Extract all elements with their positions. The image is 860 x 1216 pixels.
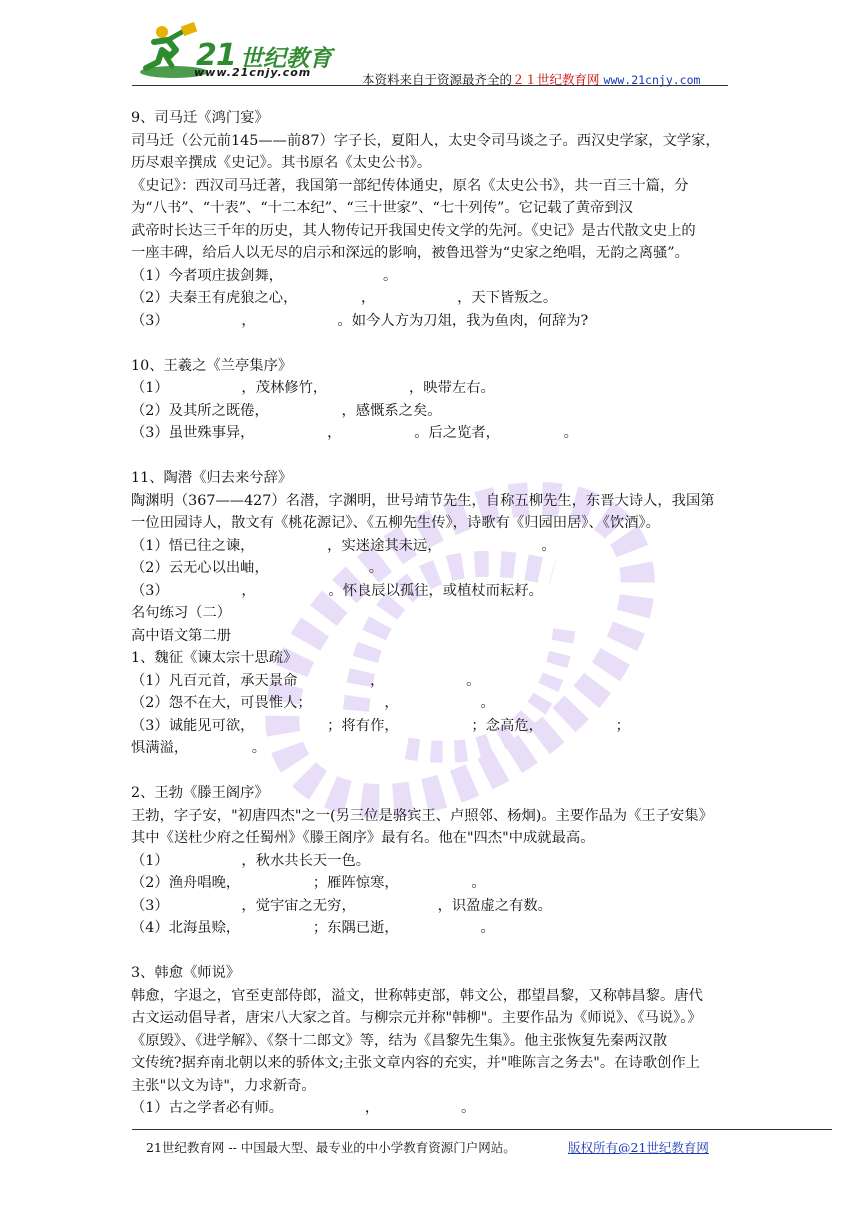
text-line: （1） ，秋水共长天一色。 <box>131 852 371 869</box>
text-line: 2、王勃《滕王阁序》 <box>131 785 269 801</box>
blank-line <box>131 445 731 468</box>
text-line: （1）凡百元首，承天景命 ， 。 <box>131 672 481 689</box>
document-body <box>131 107 731 1120</box>
text-line: 3、韩愈《师说》 <box>131 965 241 981</box>
footer-site-description: 21世纪教育网 -- 中国最大型、最专业的中小学教育资源门户网站。 <box>146 1140 516 1155</box>
text-line: 《原毁》、《进学解》、《祭十二郎文》等，结为《昌黎先生集》。他主张恢复先秦两汉散 <box>131 1032 668 1049</box>
logo-url: www.21cnjy.com <box>194 66 312 79</box>
text-line: 陶渊明（367——427）名潜，字渊明，世号靖节先生，自称五柳先生，东晋大诗人，我国第 <box>131 492 715 509</box>
blank-line <box>131 760 731 783</box>
text-line: （3） ，觉宇宙之无穷， ，识盈虚之有数。 <box>131 897 552 914</box>
text-line: （1）悟已往之谏， ，实迷途其未远， 。 <box>131 537 556 554</box>
blank-line <box>131 940 731 963</box>
text-line: （3） ， 。怀良辰以孤往，或植杖而耘耔。 <box>131 582 543 599</box>
logo-number: 21 <box>196 38 236 73</box>
header-divider <box>132 85 728 86</box>
text-line: 历尽艰辛撰成《史记》。其书原名《太史公书》。 <box>131 155 432 171</box>
text-line: 一座丰碑，给后人以无尽的启示和深远的影响，被鲁迅誉为“史家之绝唱，无韵之离骚”。 <box>131 245 689 261</box>
text-line: 10、王羲之《兰亭集序》 <box>131 357 293 374</box>
text-line: 9、司马迁《鸿门宴》 <box>131 110 269 126</box>
text-line: （2）渔舟唱晚， ；雁阵惊寒， 。 <box>131 875 486 891</box>
text-line: （2）及其所之既倦， ，感慨系之矣。 <box>131 402 442 419</box>
text-line: 惧满溢， 。 <box>131 740 267 756</box>
text-line: （3）虽世殊事异， ， 。后之览者， 。 <box>131 425 578 441</box>
text-line: 为“八书”、“十表”、“十二本纪”、“三十世家”、“七十列传”。它记载了黄帝到汉 <box>131 200 633 216</box>
text-line: （2）夫秦王有虎狼之心， ， ，天下皆叛之。 <box>131 290 558 306</box>
text-line: 《史记》：西汉司马迁著，我国第一部纪传体通史，原名《太史公书》，共一百三十篇，分 <box>131 177 689 194</box>
text-line: 司马迁（公元前145——前87）字子长，夏阳人，太史令司马谈之子。西汉史学家，文学家， <box>131 132 720 149</box>
text-line: （2）云无心以出岫， 。 <box>131 560 384 576</box>
text-line: （1）今者项庄拔剑舞， 。 <box>131 267 398 284</box>
text-line: 一位田园诗人，散文有《桃花源记》、《五柳先生传》，诗歌有《归园田居》、《饮酒》。 <box>131 515 660 531</box>
text-line: 主张"以文为诗"，力求新奇。 <box>131 1077 316 1094</box>
text-line: （3）诚能见可欲， ；将有作， ；念高危， ； <box>131 717 630 734</box>
blank-line <box>131 332 731 355</box>
text-line: 名句练习（二） <box>131 605 232 621</box>
header-note-prefix: 本资料来自于资源最齐全的 <box>362 72 513 87</box>
text-line: （1）古之学者必有师。 ， 。 <box>131 1100 476 1116</box>
text-line: （4）北海虽赊， ；东隅已逝， 。 <box>131 920 495 936</box>
footer-copyright-link[interactable]: 版权所有@21世纪教育网 <box>568 1140 709 1155</box>
text-line: 王勃，字子安，"初唐四杰"之一(另三位是骆宾王、卢照邻、杨炯)。主要作品为《王子安集》 <box>131 807 713 824</box>
text-line: 古文运动倡导者，唐宋八大家之首。与柳宗元并称"韩柳"。主要作品为《师说》、《马说》。》 <box>131 1010 702 1026</box>
text-line: 韩愈，字退之，官至吏部侍郎，溢文，世称韩吏部，韩文公，郡望昌黎，又称韩昌黎。唐代 <box>131 987 703 1004</box>
text-line: 武帝时长达三千年的历史，其人物传记开我国史传文学的先河。《史记》是古代散文史上的 <box>131 222 696 239</box>
header-url-link[interactable]: www.21cnjy.com <box>603 73 701 87</box>
text-line: （2）怨不在大，可畏惟人； ， 。 <box>131 695 495 711</box>
text-line: 11、陶潜《归去来兮辞》 <box>131 470 293 486</box>
logo-text: 世纪教育 <box>240 46 332 72</box>
header-brand-link[interactable]: ２１世纪教育网 <box>512 72 600 87</box>
text-line: 高中语文第二册 <box>131 627 232 644</box>
text-line: 1、魏征《谏太宗十思疏》 <box>131 650 298 666</box>
footer-divider <box>132 1129 832 1130</box>
text-line: （3） ， 。如今人方为刀俎，我为鱼肉，何辞为? <box>131 312 589 329</box>
text-line: 文传统?据弃南北朝以来的骄体文;主张文章内容的充实，并"唯陈言之务去"。在诗歌创作上 <box>131 1055 700 1071</box>
text-line: （1） ，茂林修竹， ，映带左右。 <box>131 380 495 396</box>
text-line: 其中《送杜少府之任蜀州》《滕王阁序》最有名。他在"四杰"中成就最高。 <box>131 830 595 846</box>
